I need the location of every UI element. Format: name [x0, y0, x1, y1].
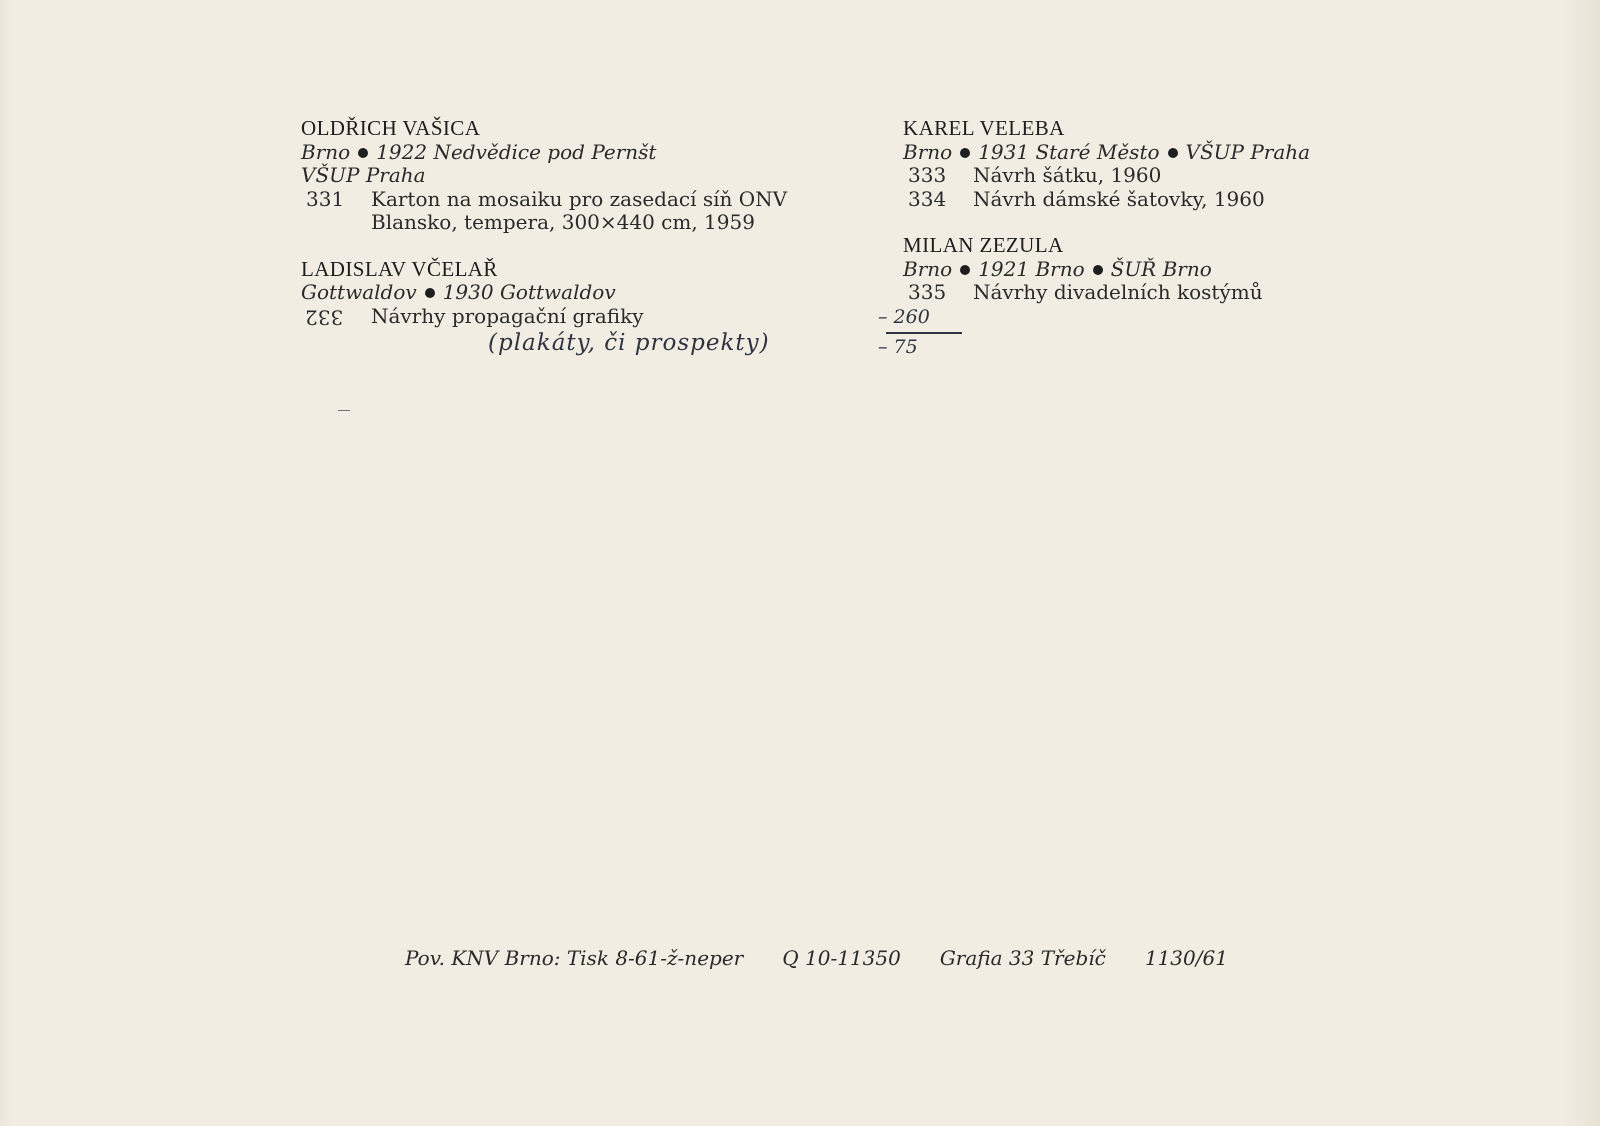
bullet-dot-icon: [358, 148, 368, 158]
catalog-item: [903, 164, 1463, 188]
item-number: 334: [908, 186, 947, 211]
imprint-printer: Grafia 33 Třebíč: [939, 946, 1106, 970]
artist-origin: [903, 141, 1463, 165]
item-text-line-2: Blansko, tempera, 300×440 cm, 1959: [371, 210, 755, 234]
bullet-dot-icon: [1168, 148, 1178, 158]
stray-mark: [338, 410, 350, 411]
item-text-line-1: Karton na mosaiku pro zasedací síň ONV: [371, 186, 788, 211]
catalog-item: [903, 188, 1463, 212]
artist-origin: [301, 141, 861, 165]
origin-birth: 1921 Brno: [978, 256, 1085, 281]
imprint-code: Q 10-11350: [782, 946, 901, 970]
artist-entry-zezula: [903, 234, 1463, 305]
origin-city: Gottwaldov: [301, 280, 417, 304]
item-number: 332: [305, 305, 344, 329]
imprint-permit: Pov. KNV Brno: Tisk 8-61-ž-neper: [405, 946, 744, 970]
artist-origin: [903, 258, 1463, 282]
origin-birth: 1930 Gottwaldov: [442, 280, 616, 304]
origin-city: Brno: [903, 256, 953, 281]
origin-school: VŠUP Praha: [1185, 139, 1311, 164]
artist-name: OLDŘICH VAŠICA: [301, 116, 481, 140]
item-number: 335: [908, 280, 947, 304]
item-text-line-1: Návrhy propagační grafiky: [371, 303, 644, 328]
origin-birth: 1922 Nedvědice pod Pernšt: [376, 139, 657, 164]
bullet-dot-icon: [960, 148, 970, 158]
print-imprint: [405, 946, 1355, 970]
catalog-item: [301, 305, 861, 329]
origin-school: ŠUŘ Brno: [1110, 256, 1212, 281]
artist-name: LADISLAV VČELAŘ: [301, 256, 498, 281]
artist-entry-veleba: [903, 117, 1463, 211]
artist-entry-vcelar: [301, 258, 861, 329]
left-column: [301, 117, 861, 351]
artist-name: MILAN ZEZULA: [903, 233, 1064, 257]
catalog-item: [301, 188, 861, 235]
item-text-line-1: Návrh dámské šatovky, 1960: [973, 186, 1265, 211]
origin-city: Brno: [301, 139, 351, 164]
artist-entry-vasica: [301, 117, 861, 235]
handwritten-note: (plakáty, či prospekty): [488, 330, 770, 356]
artist-origin: [301, 281, 861, 305]
catalog-item: [903, 281, 1463, 305]
bullet-dot-icon: [425, 288, 435, 298]
imprint-number: 1130/61: [1144, 946, 1228, 970]
calc-line-2: – 75: [878, 336, 918, 358]
calc-line-1: – 260: [878, 306, 930, 328]
item-text-line-1: Návrh šátku, 1960: [973, 163, 1162, 187]
item-description: [371, 188, 787, 235]
origin-city: Brno: [903, 139, 953, 164]
item-text-line-1: Návrhy divadelních kostýmů: [973, 280, 1263, 304]
bullet-dot-icon: [960, 265, 970, 275]
item-number: 331: [306, 186, 345, 211]
artist-name: KAREL VELEBA: [903, 116, 1065, 140]
item-number: 333: [908, 163, 947, 187]
artist-school: VŠUP Praha: [301, 163, 426, 187]
handwritten-calculation: [878, 304, 962, 360]
right-column: [903, 117, 1463, 328]
bullet-dot-icon: [1093, 265, 1103, 275]
origin-birth: 1931 Staré Město: [978, 139, 1160, 164]
